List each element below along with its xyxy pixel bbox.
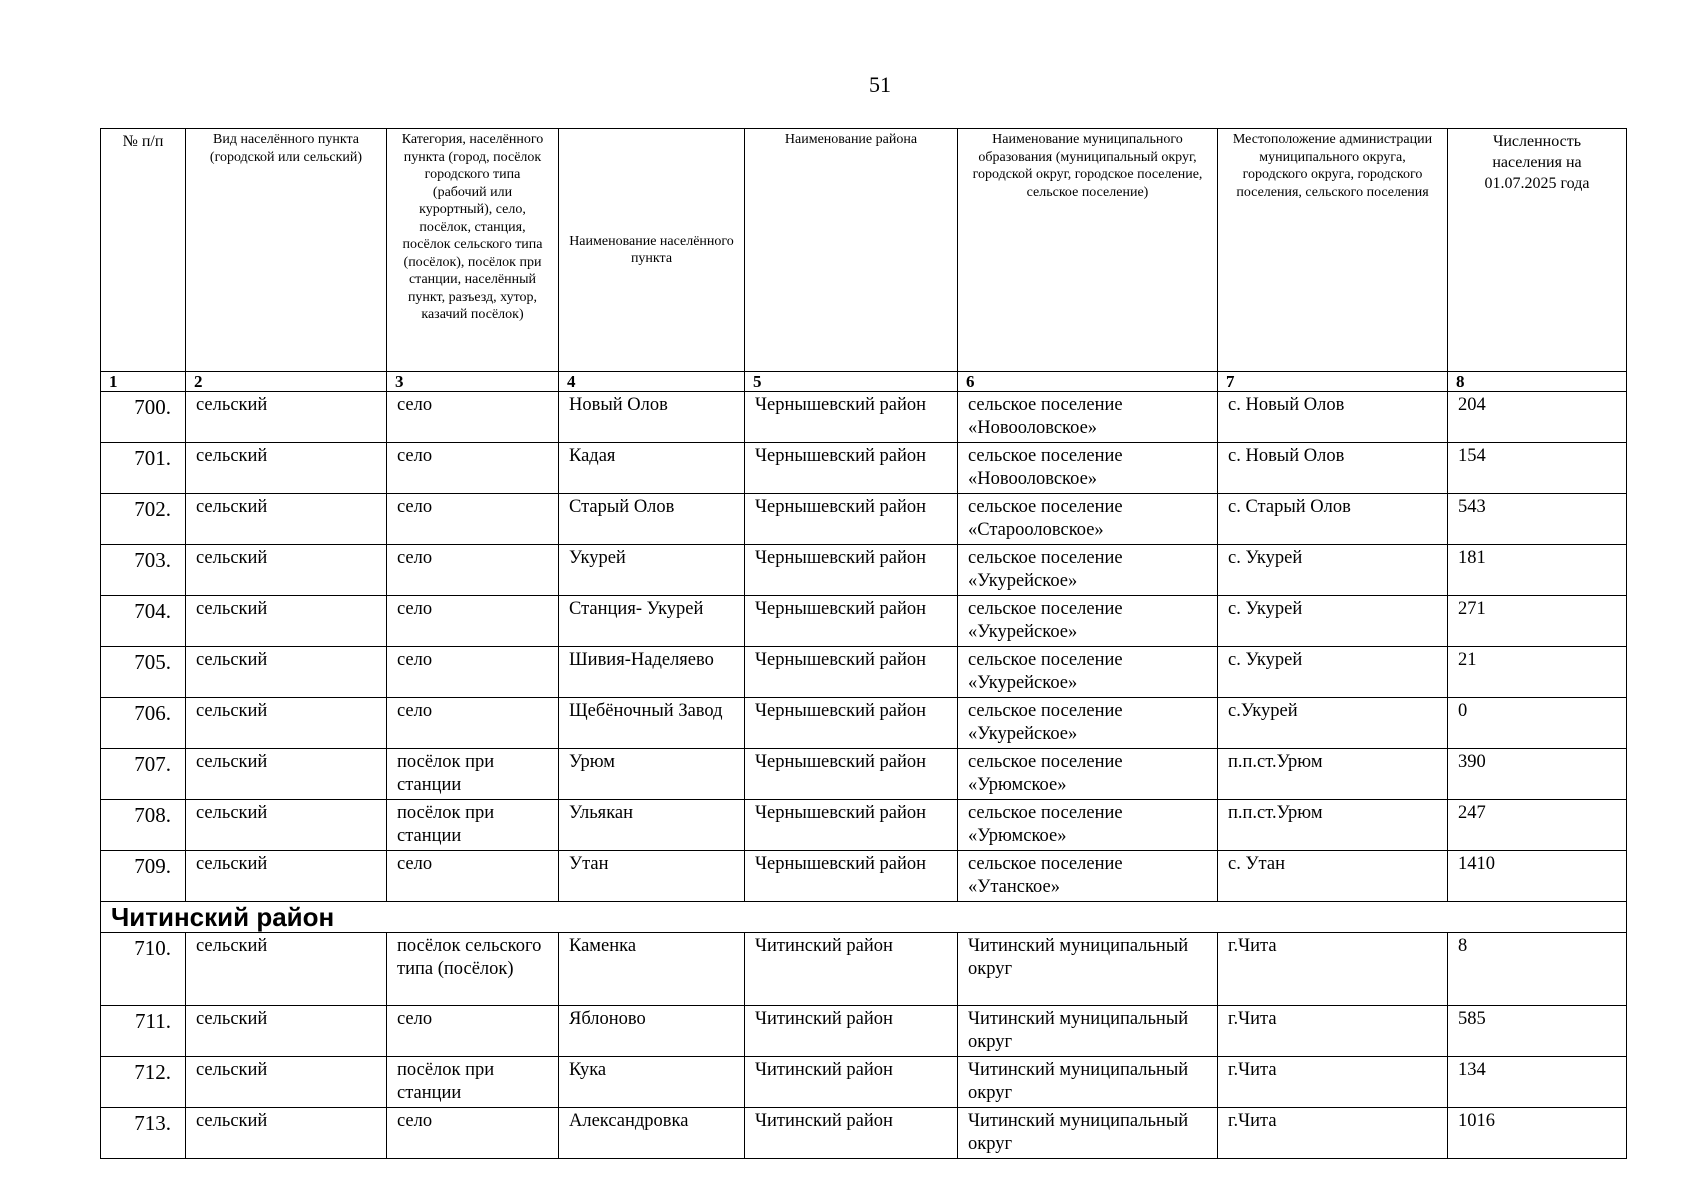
row-number: 705. [101, 647, 186, 698]
population-value: 1016 [1448, 1108, 1627, 1159]
admin-location: г.Чита [1218, 933, 1448, 1006]
district-name: Читинский район [745, 1108, 958, 1159]
district-name: Чернышевский район [745, 545, 958, 596]
municipality-name: Читинский муниципальный округ [958, 1108, 1218, 1159]
column-number: 1 [101, 372, 186, 392]
section-row [101, 902, 1627, 933]
settlement-category: посёлок при станции [387, 749, 559, 800]
table-row [101, 596, 1627, 647]
table-row [101, 392, 1627, 443]
settlements-table [100, 128, 1627, 1159]
municipality-name: сельское поселение «Утанское» [958, 851, 1218, 902]
header-municipality: Наименование муниципального образования (муниципальный округ, городской округ, городское поселение, сельское поселение) [958, 129, 1218, 372]
column-number: 5 [745, 372, 958, 392]
table-row [101, 698, 1627, 749]
column-number: 7 [1218, 372, 1448, 392]
admin-location: с. Новый Олов [1218, 392, 1448, 443]
column-number: 8 [1448, 372, 1627, 392]
settlement-category: посёлок при станции [387, 800, 559, 851]
settlement-category: село [387, 698, 559, 749]
row-number: 707. [101, 749, 186, 800]
district-name: Чернышевский район [745, 392, 958, 443]
row-number: 708. [101, 800, 186, 851]
settlement-category: село [387, 1108, 559, 1159]
admin-location: с. Новый Олов [1218, 443, 1448, 494]
municipality-name: Читинский муниципальный округ [958, 933, 1218, 1006]
admin-location: п.п.ст.Урюм [1218, 800, 1448, 851]
header-district: Наименование района [745, 129, 958, 372]
population-value: 1410 [1448, 851, 1627, 902]
admin-location: п.п.ст.Урюм [1218, 749, 1448, 800]
table-body-chitinsky [101, 933, 1627, 1159]
column-number: 6 [958, 372, 1218, 392]
district-name: Чернышевский район [745, 494, 958, 545]
admin-location: с. Укурей [1218, 596, 1448, 647]
column-number-row [101, 372, 1627, 392]
header-admin-location: Местоположение администрации муниципального округа, городского округа, городского поселения, сельского поселения [1218, 129, 1448, 372]
population-value: 21 [1448, 647, 1627, 698]
municipality-name: сельское поселение «Укурейское» [958, 596, 1218, 647]
settlement-type: сельский [186, 443, 387, 494]
district-name: Читинский район [745, 933, 958, 1006]
settlement-name: Шивия-Наделяево [559, 647, 745, 698]
settlement-name: Щебёночный Завод [559, 698, 745, 749]
page-number: 51 [869, 72, 891, 97]
municipality-name: сельское поселение «Укурейское» [958, 545, 1218, 596]
district-name: Чернышевский район [745, 800, 958, 851]
admin-location: с. Укурей [1218, 545, 1448, 596]
settlement-type: сельский [186, 1057, 387, 1108]
settlement-type: сельский [186, 1006, 387, 1057]
settlement-name: Каменка [559, 933, 745, 1006]
row-number: 701. [101, 443, 186, 494]
settlement-type: сельский [186, 1108, 387, 1159]
table-row [101, 800, 1627, 851]
column-number: 4 [559, 372, 745, 392]
district-name: Читинский район [745, 1057, 958, 1108]
header-settlement-type: Вид населённого пункта (городской или сельский) [186, 129, 387, 372]
admin-location: с. Утан [1218, 851, 1448, 902]
settlement-name: Утан [559, 851, 745, 902]
row-number: 706. [101, 698, 186, 749]
municipality-name: Читинский муниципальный округ [958, 1057, 1218, 1108]
population-value: 0 [1448, 698, 1627, 749]
population-value: 134 [1448, 1057, 1627, 1108]
district-name: Чернышевский район [745, 443, 958, 494]
population-value: 204 [1448, 392, 1627, 443]
column-number: 2 [186, 372, 387, 392]
table-row [101, 749, 1627, 800]
population-value: 543 [1448, 494, 1627, 545]
settlement-type: сельский [186, 698, 387, 749]
table-row [101, 494, 1627, 545]
population-value: 390 [1448, 749, 1627, 800]
settlement-name: Старый Олов [559, 494, 745, 545]
municipality-name: сельское поселение «Урюмское» [958, 749, 1218, 800]
table-row [101, 647, 1627, 698]
admin-location: г.Чита [1218, 1057, 1448, 1108]
settlement-category: село [387, 851, 559, 902]
row-number: 709. [101, 851, 186, 902]
admin-location: г.Чита [1218, 1108, 1448, 1159]
population-value: 271 [1448, 596, 1627, 647]
row-number: 711. [101, 1006, 186, 1057]
municipality-name: сельское поселение «Новооловское» [958, 443, 1218, 494]
header-settlement-name: Наименование населённого пункта [559, 129, 745, 372]
settlement-name: Кука [559, 1057, 745, 1108]
header-settlement-category: Категория, населённого пункта (город, посёлок городского типа (рабочий или курортный), село, посёлок, станция, посёлок сельского типа (посёлок), посёлок при станции, населённый пункт, разъезд, хутор, казачий посёлок) [387, 129, 559, 372]
row-number: 712. [101, 1057, 186, 1108]
settlement-name: Яблоново [559, 1006, 745, 1057]
settlement-type: сельский [186, 800, 387, 851]
settlement-type: сельский [186, 851, 387, 902]
table-row [101, 933, 1627, 1006]
settlement-category: село [387, 545, 559, 596]
settlement-name: Укурей [559, 545, 745, 596]
settlement-name: Александровка [559, 1108, 745, 1159]
settlement-type: сельский [186, 596, 387, 647]
row-number: 704. [101, 596, 186, 647]
settlement-name: Новый Олов [559, 392, 745, 443]
population-value: 181 [1448, 545, 1627, 596]
municipality-name: сельское поселение «Укурейское» [958, 647, 1218, 698]
municipality-name: сельское поселение «Новооловское» [958, 392, 1218, 443]
row-number: 703. [101, 545, 186, 596]
district-name: Читинский район [745, 1006, 958, 1057]
settlement-name: Кадая [559, 443, 745, 494]
population-value: 8 [1448, 933, 1627, 1006]
admin-location: с.Укурей [1218, 698, 1448, 749]
admin-location: с. Укурей [1218, 647, 1448, 698]
settlement-category: село [387, 392, 559, 443]
table-row [101, 1006, 1627, 1057]
table-body-chernyshevsky [101, 392, 1627, 902]
district-name: Чернышевский район [745, 698, 958, 749]
settlement-type: сельский [186, 494, 387, 545]
settlement-name: Ульякан [559, 800, 745, 851]
district-name: Чернышевский район [745, 596, 958, 647]
settlement-name: Урюм [559, 749, 745, 800]
header-number: № п/п [101, 129, 186, 372]
settlement-category: посёлок сельского типа (посёлок) [387, 933, 559, 1006]
municipality-name: сельское поселение «Урюмское» [958, 800, 1218, 851]
table-row [101, 1108, 1627, 1159]
district-name: Чернышевский район [745, 647, 958, 698]
population-value: 585 [1448, 1006, 1627, 1057]
row-number: 713. [101, 1108, 186, 1159]
population-value: 154 [1448, 443, 1627, 494]
settlement-category: посёлок при станции [387, 1057, 559, 1108]
settlement-category: село [387, 1006, 559, 1057]
settlement-name: Станция- Укурей [559, 596, 745, 647]
row-number: 702. [101, 494, 186, 545]
header-population: Численность населения на 01.07.2025 года [1448, 129, 1627, 372]
header-row [101, 129, 1627, 372]
settlement-type: сельский [186, 392, 387, 443]
table-row [101, 1057, 1627, 1108]
admin-location: г.Чита [1218, 1006, 1448, 1057]
settlement-type: сельский [186, 933, 387, 1006]
settlement-category: село [387, 443, 559, 494]
settlement-category: село [387, 647, 559, 698]
municipality-name: сельское поселение «Старооловское» [958, 494, 1218, 545]
row-number: 710. [101, 933, 186, 1006]
population-value: 247 [1448, 800, 1627, 851]
row-number: 700. [101, 392, 186, 443]
municipality-name: Читинский муниципальный округ [958, 1006, 1218, 1057]
settlement-category: село [387, 596, 559, 647]
admin-location: с. Старый Олов [1218, 494, 1448, 545]
municipality-name: сельское поселение «Укурейское» [958, 698, 1218, 749]
column-number: 3 [387, 372, 559, 392]
settlement-type: сельский [186, 647, 387, 698]
table-row [101, 851, 1627, 902]
table-section [101, 902, 1627, 933]
district-name: Чернышевский район [745, 851, 958, 902]
settlement-category: село [387, 494, 559, 545]
table-row [101, 443, 1627, 494]
district-name: Чернышевский район [745, 749, 958, 800]
settlement-type: сельский [186, 749, 387, 800]
settlement-type: сельский [186, 545, 387, 596]
table-row [101, 545, 1627, 596]
section-title: Читинский район [101, 902, 1627, 933]
